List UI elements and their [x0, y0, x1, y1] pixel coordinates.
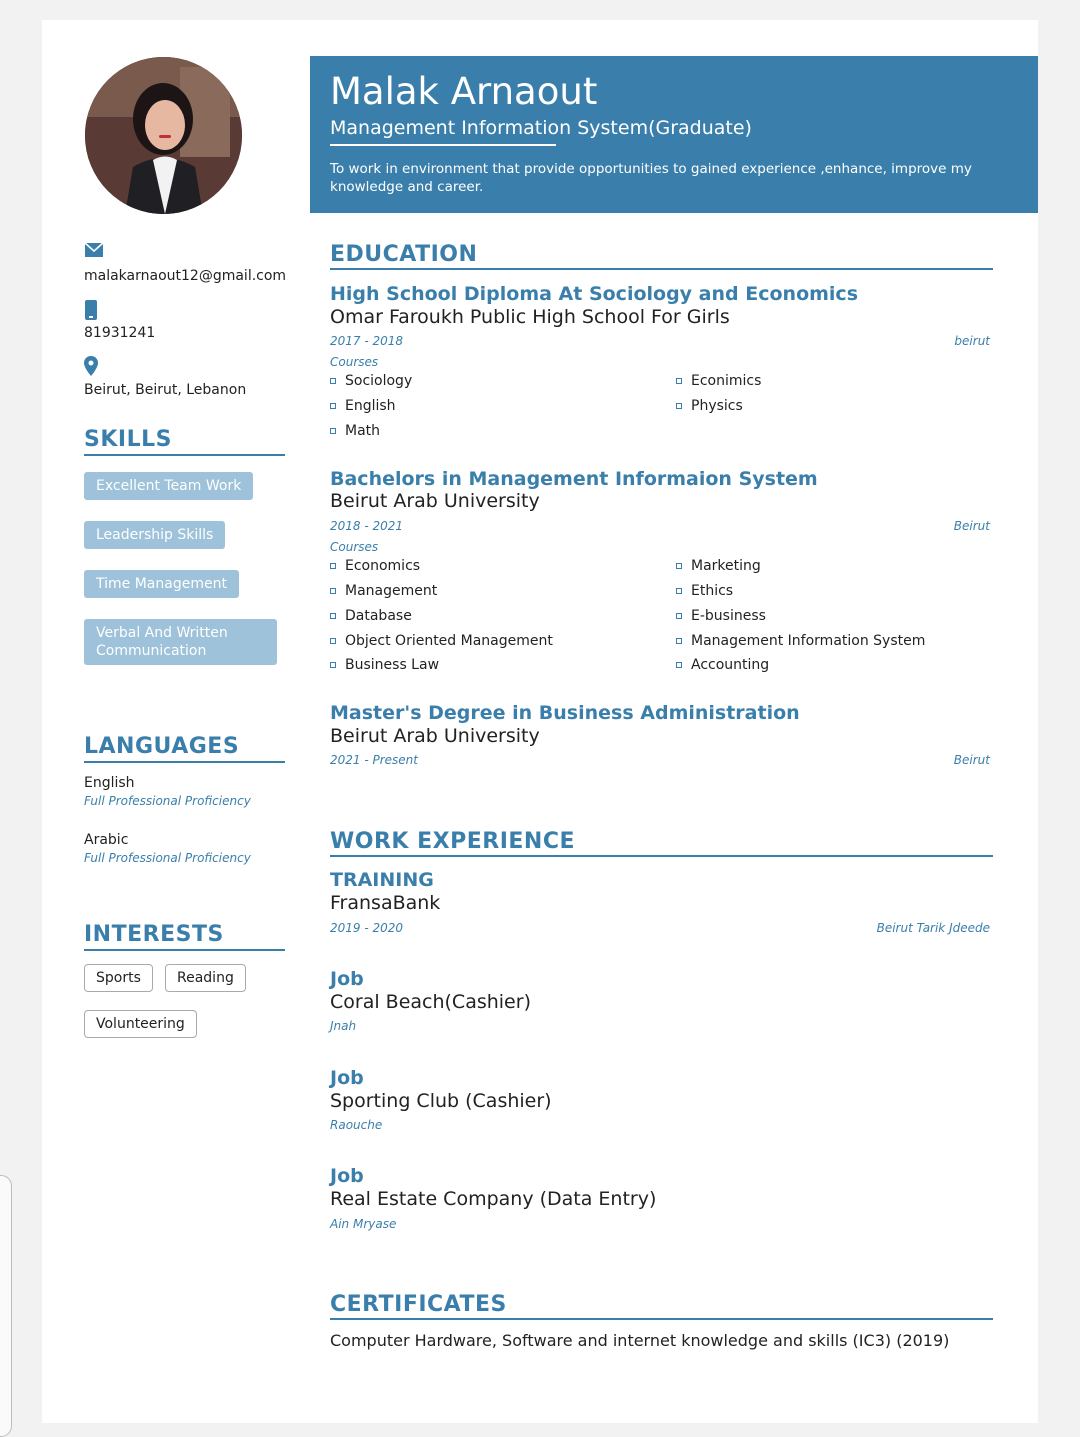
education-title: High School Diploma At Sociology and Economics: [330, 283, 859, 305]
work-company: FransaBank: [330, 892, 441, 914]
skill-tag: Leadership Skills: [84, 521, 225, 549]
education-dates: 2017 - 2018: [330, 334, 404, 348]
course-item: Math: [330, 423, 380, 439]
work-dates: 2019 - 2020: [330, 921, 404, 935]
skill-tag: Verbal And Written Communication: [84, 619, 277, 665]
course-item: Business Law: [330, 657, 439, 673]
work-place: Raouche: [330, 1118, 383, 1132]
resume-page: [42, 20, 1038, 1423]
language-level: Full Professional Proficiency: [84, 851, 251, 865]
work-location: Beirut Tarik Jdeede: [876, 921, 990, 935]
education-institution: Omar Faroukh Public High School For Girls: [330, 306, 730, 328]
certificate-item: Computer Hardware, Software and internet knowledge and skills (IC3) (2019): [330, 1331, 950, 1350]
course-item: Physics: [676, 398, 743, 414]
profile-photo: [85, 57, 242, 214]
certificates-heading: CERTIFICATES: [330, 1292, 993, 1320]
education-location: beirut: [954, 334, 990, 348]
work-title: Job: [330, 1165, 364, 1187]
work-heading: WORK EXPERIENCE: [330, 829, 993, 857]
education-institution: Beirut Arab University: [330, 490, 540, 512]
candidate-role: Management Information System(Graduate): [330, 117, 752, 139]
course-item: Management Information System: [676, 633, 925, 649]
work-company: Real Estate Company (Data Entry): [330, 1188, 657, 1210]
course-item: English: [330, 398, 396, 414]
skill-tag: Time Management: [84, 570, 239, 598]
contact-email[interactable]: malakarnaout12@gmail.com: [84, 268, 287, 284]
contact-location: Beirut, Beirut, Lebanon: [84, 382, 247, 398]
language-name: English: [84, 775, 135, 791]
education-institution: Beirut Arab University: [330, 725, 540, 747]
education-title: Master's Degree in Business Administration: [330, 702, 800, 724]
objective-text: To work in environment that provide opportunities to gained experience ,enhance, improve my knowledge and career.: [330, 161, 972, 195]
course-item: Management: [330, 583, 437, 599]
education-title: Bachelors in Management Informaion System: [330, 468, 818, 490]
work-title: Job: [330, 968, 364, 990]
language-name: Arabic: [84, 832, 129, 848]
course-item: Object Oriented Management: [330, 633, 553, 649]
education-location: Beirut: [953, 753, 990, 767]
work-place: Ain Mryase: [330, 1217, 397, 1231]
course-item: Ethics: [676, 583, 733, 599]
interest-tag: Reading: [165, 964, 246, 992]
course-item: Sociology: [330, 373, 412, 389]
language-level: Full Professional Proficiency: [84, 794, 251, 808]
course-item: E-business: [676, 608, 766, 624]
course-item: Marketing: [676, 558, 761, 574]
interest-tag: Volunteering: [84, 1010, 197, 1038]
course-item: Database: [330, 608, 412, 624]
languages-heading: LANGUAGES: [84, 734, 285, 763]
role-underline: [330, 144, 556, 146]
header-banner: [310, 56, 1038, 213]
work-place: Jnah: [330, 1019, 357, 1033]
work-company: Coral Beach(Cashier): [330, 991, 531, 1013]
work-company: Sporting Club (Cashier): [330, 1090, 552, 1112]
interest-tag: Sports: [84, 964, 153, 992]
course-item: Accounting: [676, 657, 769, 673]
education-dates: 2018 - 2021: [330, 519, 404, 533]
envelope-icon: [84, 242, 304, 264]
work-title: Job: [330, 1067, 364, 1089]
contact-block: [84, 242, 304, 413]
skill-tag: Excellent Team Work: [84, 472, 253, 500]
education-dates: 2021 - Present: [330, 753, 418, 767]
course-item: Econimics: [676, 373, 761, 389]
courses-label: Courses: [330, 355, 379, 369]
education-heading: EDUCATION: [330, 242, 993, 270]
map-pin-icon: [84, 356, 304, 378]
contact-phone[interactable]: 81931241: [84, 325, 156, 341]
skills-heading: SKILLS: [84, 427, 285, 456]
education-location: Beirut: [953, 519, 990, 533]
course-item: Economics: [330, 558, 420, 574]
side-panel-handle[interactable]: [0, 1175, 12, 1437]
interests-heading: INTERESTS: [84, 922, 285, 951]
candidate-name: Malak Arnaout: [330, 70, 598, 113]
mobile-phone-icon: [84, 299, 304, 321]
work-title: TRAINING: [330, 869, 434, 891]
courses-label: Courses: [330, 540, 379, 554]
